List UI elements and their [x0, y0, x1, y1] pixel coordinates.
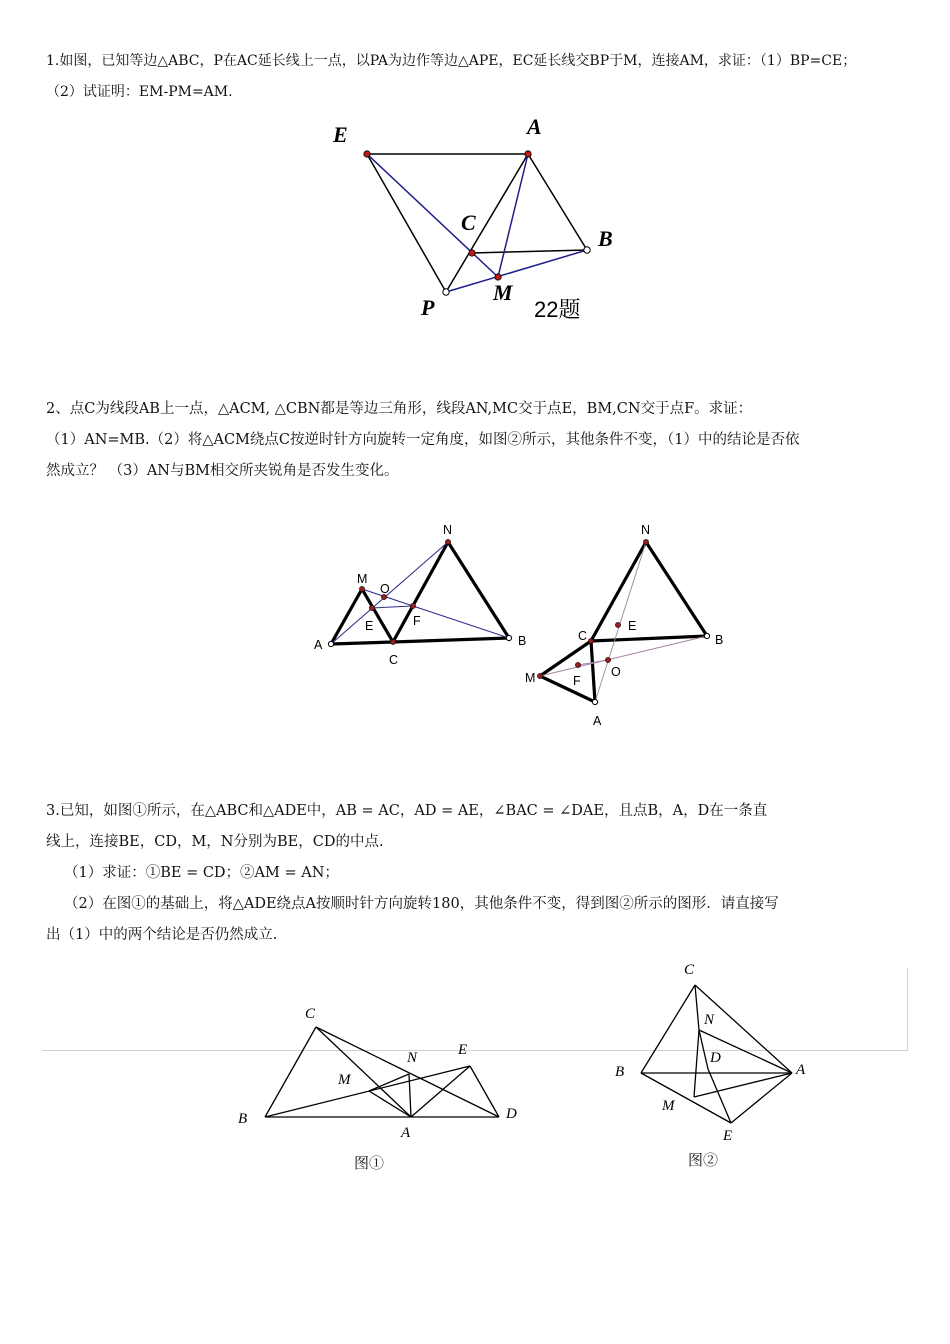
problem-3-line-3: （1）求证：①BE = CD；②AM = AN； — [64, 865, 339, 881]
fig3a-label-N: N — [407, 1050, 418, 1066]
fig3b-label-N: N — [704, 1012, 715, 1028]
divider-vertical — [907, 968, 908, 1050]
fig3a-label-B: B — [238, 1111, 248, 1127]
problem-1-text — [46, 46, 906, 108]
fig3a-label-C: C — [305, 1006, 316, 1022]
problem-3-figure-1 — [230, 995, 530, 1175]
fig1-label-E: E — [365, 619, 374, 633]
figure-2-caption: 图② — [688, 1151, 719, 1169]
fig2-label-O: O — [611, 665, 621, 679]
fig3b-label-D: D — [710, 1050, 721, 1066]
problem-2-line-1: 2、点C为线段AB上一点，△ACM, △CBN都是等边三角形，线段AN,MC交于点E，BM,CN交于点F。求证： — [46, 401, 753, 417]
label-C: C — [461, 210, 476, 235]
fig3a-label-A: A — [401, 1125, 411, 1141]
fig3a-label-E: E — [458, 1042, 468, 1058]
label-B: B — [598, 226, 613, 251]
problem-2-line-2: （1）AN=MB.（2）将△ACM绕点C按逆时针方向旋转一定角度，如图②所示，其他条件不变，（1）中的结论是否依 — [46, 432, 800, 448]
problem-3-line-2: 线上，连接BE，CD，M，N分别为BE，CD的中点. — [46, 834, 384, 850]
problem-1-line-1: 1.如图，已知等边△ABC，P在AC延长线上一点，以PA为边作等边△APE，EC延长线交BP于M，连接AM，求证：（1）BP=CE； — [46, 53, 857, 69]
fig2-label-C: C — [578, 629, 588, 643]
fig3b-label-B: B — [615, 1064, 625, 1080]
fig3b-label-C: C — [684, 962, 695, 978]
label-E: E — [333, 122, 348, 147]
fig3a-label-D: D — [506, 1106, 517, 1122]
fig2-label-M: M — [525, 671, 536, 685]
problem-1-figure — [320, 110, 620, 325]
figure-caption: 22题 — [534, 297, 581, 322]
fig1-label-C: C — [389, 653, 399, 667]
fig3b-label-E: E — [723, 1128, 733, 1144]
fig1-label-N: N — [443, 523, 453, 537]
problem-3-figure-2 — [605, 955, 820, 1145]
problem-2-line-3: 然成立？ （3）AN与BM相交所夹锐角是否发生变化。 — [46, 463, 399, 479]
fig1-label-O: O — [380, 582, 390, 596]
problem-3-line-4: （2）在图①的基础上，将△ADE绕点A按顺时针方向旋转180，其他条件不变，得到图②所示的图形．请直接写 — [64, 896, 779, 912]
fig2-label-F: F — [573, 674, 581, 688]
fig3b-label-M: M — [662, 1098, 675, 1114]
fig2-label-N: N — [641, 523, 651, 537]
fig3a-label-M: M — [338, 1072, 351, 1088]
label-M: M — [493, 280, 513, 305]
fig1-label-F: F — [413, 614, 421, 628]
fig1-label-B: B — [518, 634, 527, 648]
fig2-label-B: B — [715, 633, 724, 647]
problem-2-figures — [305, 515, 735, 735]
fig1-label-A: A — [314, 638, 323, 652]
fig3b-label-A: A — [796, 1062, 806, 1078]
problem-1-line-2: （2）试证明：EM-PM=AM. — [46, 84, 233, 100]
problem-3-line-1: 3.已知，如图①所示，在△ABC和△ADE中，AB = AC，AD = AE，∠BAC = ∠DAE，且点B，A，D在一条直 — [46, 803, 768, 819]
fig2-label-E: E — [628, 619, 637, 633]
label-P: P — [421, 295, 435, 320]
fig1-label-M: M — [357, 572, 368, 586]
problem-3-text — [46, 796, 906, 951]
label-A: A — [527, 114, 542, 139]
problem-2-text — [46, 394, 906, 487]
fig2-label-A: A — [593, 714, 602, 728]
problem-3-line-5: 出（1）中的两个结论是否仍然成立. — [46, 927, 278, 943]
figure-1-caption: 图① — [354, 1154, 385, 1172]
